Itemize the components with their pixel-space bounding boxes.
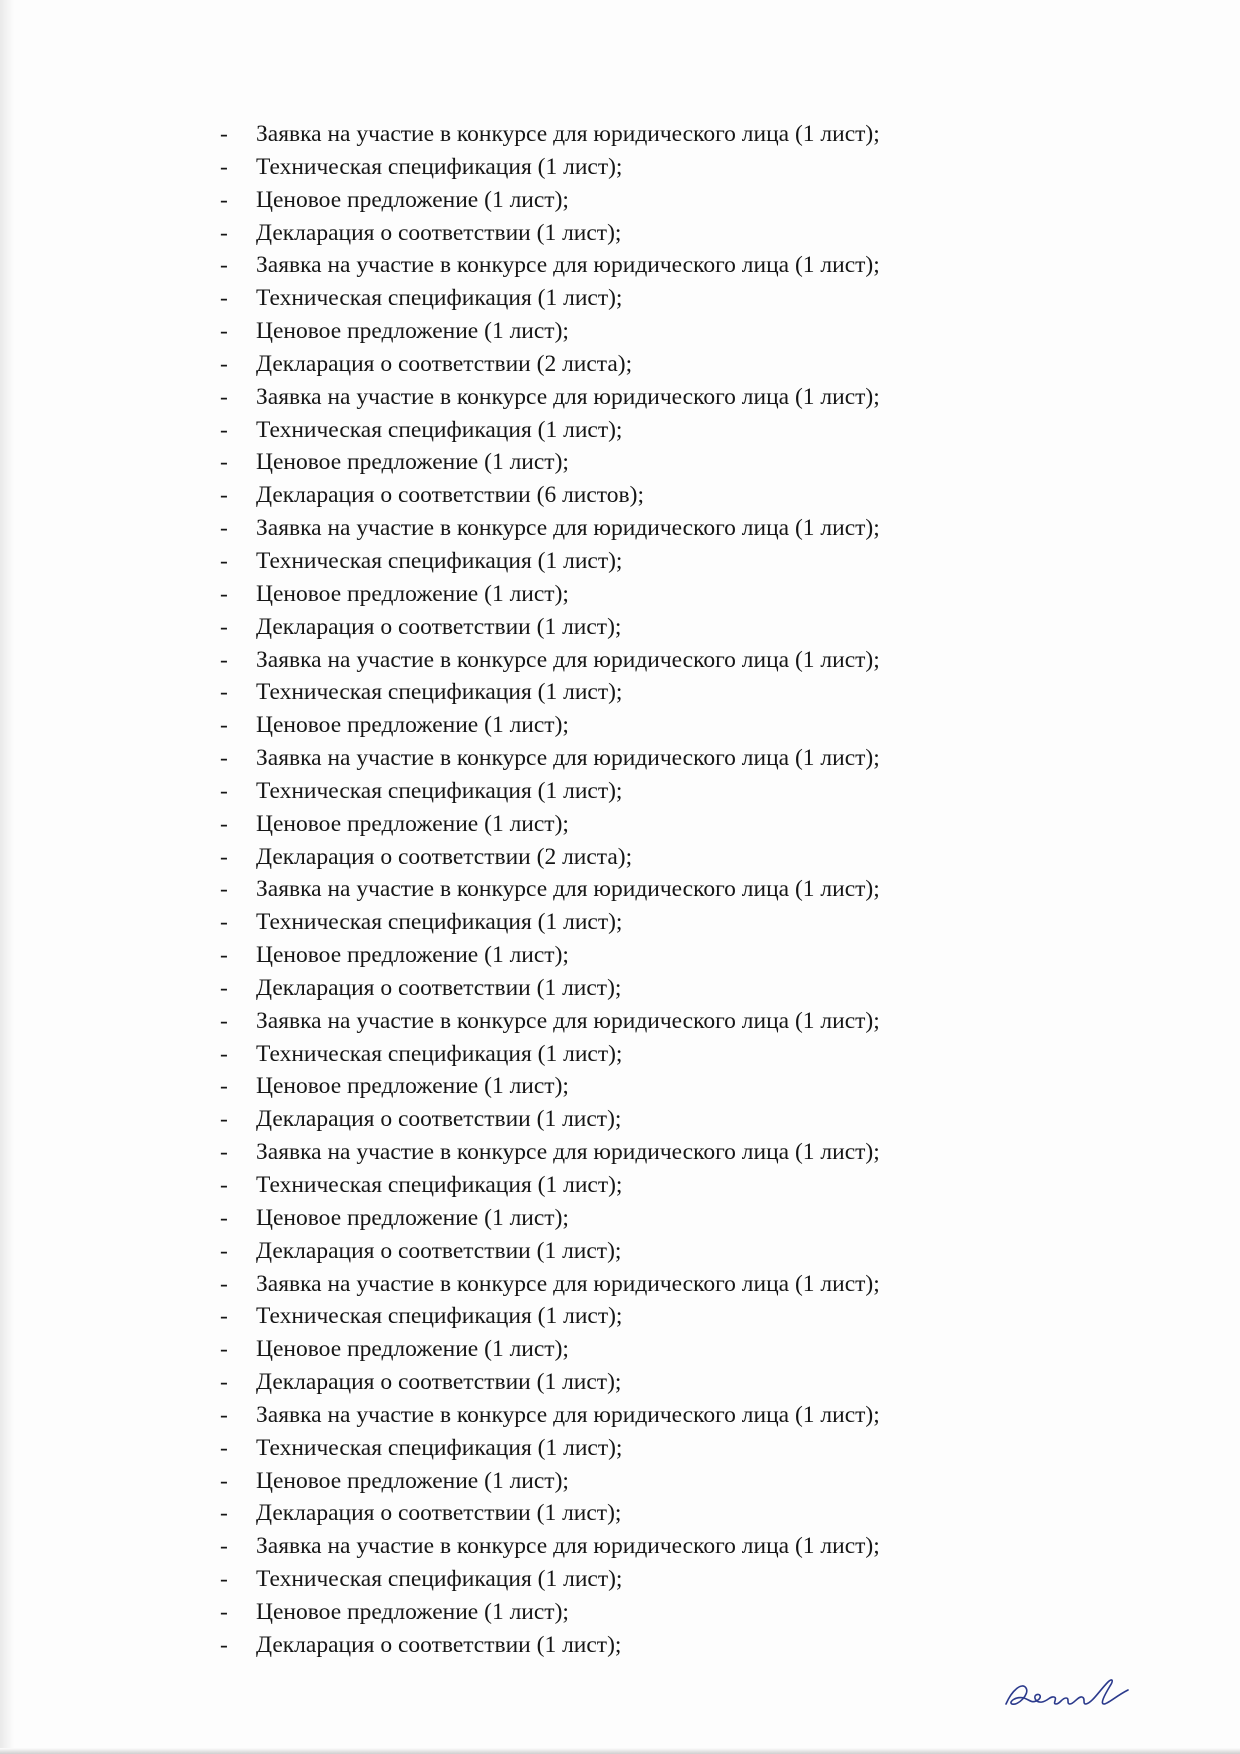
list-bullet-dash: - [220,1237,228,1264]
list-item-text: Ценовое предложение (1 лист); [256,1073,569,1100]
list-item [208,1300,1028,1333]
list-bullet-dash: - [220,449,228,476]
list-item-text: Техническая спецификация (1 лист); [256,153,623,180]
list-item [208,873,1028,906]
list-bullet-dash: - [220,909,228,936]
list-item [208,282,1028,315]
list-bullet-dash: - [220,1270,228,1297]
list-bullet-dash: - [220,1336,228,1363]
list-item-text: Заявка на участие в конкурсе для юридического лица (1 лист); [256,646,880,673]
list-bullet-dash: - [220,416,228,443]
list-bullet-dash: - [220,1040,228,1067]
list-item-text: Заявка на участие в конкурсе для юридического лица (1 лист); [256,515,880,542]
list-item-text: Техническая спецификация (1 лист); [256,1172,623,1198]
list-item-text: Заявка на участие в конкурсе для юридического лица (1 лист); [256,1270,880,1297]
list-item [208,512,1028,545]
list-item [208,1366,1028,1399]
list-item [208,1530,1028,1563]
list-bullet-dash: - [220,252,228,279]
scan-bottom-edge [0,1748,1240,1754]
list-bullet-dash: - [220,942,228,969]
list-item-text: Декларация о соответствии (1 лист); [256,1631,622,1658]
list-item [208,348,1028,381]
list-item [208,1005,1028,1038]
list-item [208,151,1028,184]
list-bullet-dash: - [220,777,228,804]
list-item-text: Декларация о соответствии (1 лист); [256,1237,622,1264]
list-item [208,1399,1028,1432]
list-item [208,709,1028,742]
list-item [208,1497,1028,1530]
list-item-text: Заявка на участие в конкурсе для юридического лица (1 лист); [256,383,880,410]
list-item-text: Ценовое предложение (1 лист); [256,449,569,476]
list-bullet-dash: - [220,383,228,410]
list-bullet-dash: - [220,1401,228,1428]
list-bullet-dash: - [220,1007,228,1034]
list-item-text: Техническая спецификация (1 лист); [256,1040,623,1067]
list-item [208,972,1028,1005]
list-item [208,676,1028,709]
list-item-text: Ценовое предложение (1 лист); [256,580,569,607]
list-item [208,217,1028,250]
list-bullet-dash: - [220,712,228,739]
list-item-text: Заявка на участие в конкурсе для юридического лица (1 лист); [256,252,880,279]
list-item [208,446,1028,479]
list-bullet-dash: - [220,515,228,542]
list-item [208,184,1028,217]
list-bullet-dash: - [220,613,228,640]
list-bullet-dash: - [220,547,228,574]
list-item-text: Декларация о соответствии (2 листа); [256,843,633,870]
list-item-text: Декларация о соответствии (1 лист); [256,219,622,246]
list-item [208,939,1028,972]
list-bullet-dash: - [220,580,228,607]
list-bullet-dash: - [220,1631,228,1658]
list-item [208,742,1028,775]
list-item-text: Ценовое предложение (1 лист); [256,1204,569,1231]
list-item [208,545,1028,578]
list-item [208,479,1028,512]
list-item [208,381,1028,414]
list-bullet-dash: - [220,1467,228,1494]
list-item [208,906,1028,939]
list-item [208,118,1028,151]
list-item [208,315,1028,348]
list-item-text: Техническая спецификация (1 лист); [256,777,623,804]
list-item-text: Техническая спецификация (1 лист); [256,1434,623,1461]
list-item [208,1136,1028,1169]
list-bullet-dash: - [220,318,228,345]
list-item [208,775,1028,808]
list-item-text: Техническая спецификация (1 лист); [256,1303,623,1330]
list-item [208,644,1028,677]
list-item-text: Техническая спецификация (1 лист); [256,547,623,574]
list-item-text: Декларация о соответствии (1 лист); [256,974,622,1001]
list-item [208,578,1028,611]
list-item [208,1268,1028,1301]
list-bullet-dash: - [220,1434,228,1461]
list-item [208,808,1028,841]
list-bullet-dash: - [220,745,228,772]
list-item-text: Техническая спецификация (1 лист); [256,909,623,936]
list-bullet-dash: - [220,1369,228,1396]
list-bullet-dash: - [220,876,228,903]
list-bullet-dash: - [220,1106,228,1133]
list-bullet-dash: - [220,646,228,673]
list-item-text: Заявка на участие в конкурсе для юридического лица (1 лист); [256,1401,880,1428]
list-item [208,611,1028,644]
list-item-text: Ценовое предложение (1 лист); [256,712,569,739]
list-bullet-dash: - [220,1139,228,1166]
list-item-text: Ценовое предложение (1 лист); [256,318,569,345]
list-bullet-dash: - [220,285,228,312]
list-item [208,1465,1028,1498]
list-bullet-dash: - [220,1303,228,1330]
list-item [208,1629,1028,1662]
list-bullet-dash: - [220,153,228,180]
list-bullet-dash: - [220,1566,228,1593]
list-bullet-dash: - [220,810,228,837]
list-bullet-dash: - [220,1598,228,1625]
list-item-text: Заявка на участие в конкурсе для юридического лица (1 лист); [256,1007,880,1034]
list-bullet-dash: - [220,219,228,246]
list-bullet-dash: - [220,974,228,1001]
list-bullet-dash: - [220,843,228,870]
list-item-text: Декларация о соответствии (2 листа); [256,350,633,377]
list-bullet-dash: - [220,679,228,706]
list-item-text: Декларация о соответствии (1 лист); [256,1369,622,1396]
list-item-text: Ценовое предложение (1 лист); [256,942,569,969]
list-item [208,249,1028,282]
list-item-text: Декларация о соответствии (1 лист); [256,1500,622,1527]
list-item [208,1563,1028,1596]
list-item [208,1202,1028,1235]
list-bullet-dash: - [220,1172,228,1198]
list-item-text: Ценовое предложение (1 лист); [256,186,569,213]
list-item [208,1596,1028,1629]
handwritten-signature-icon [1000,1660,1136,1720]
list-item [208,1432,1028,1465]
list-item [208,841,1028,874]
list-item-text: Ценовое предложение (1 лист); [256,1467,569,1494]
list-item [208,1169,1028,1202]
list-bullet-dash: - [220,350,228,377]
scan-edge-shadow [0,0,14,1754]
list-bullet-dash: - [220,1533,228,1560]
list-bullet-dash: - [220,186,228,213]
list-item-text: Заявка на участие в конкурсе для юридического лица (1 лист); [256,1139,880,1166]
list-bullet-dash: - [220,1204,228,1231]
list-bullet-dash: - [220,1500,228,1527]
document-list [208,118,1028,1662]
list-item-text: Заявка на участие в конкурсе для юридического лица (1 лист); [256,876,880,903]
list-item-text: Техническая спецификация (1 лист); [256,285,623,312]
list-item-text: Заявка на участие в конкурсе для юридического лица (1 лист); [256,745,880,772]
list-item-text: Ценовое предложение (1 лист); [256,810,569,837]
list-item-text: Техническая спецификация (1 лист); [256,679,623,706]
list-item-text: Декларация о соответствии (6 листов); [256,482,644,509]
list-bullet-dash: - [220,482,228,509]
list-item-text: Техническая спецификация (1 лист); [256,416,623,443]
list-item [208,1333,1028,1366]
list-item-text: Декларация о соответствии (1 лист); [256,1106,622,1133]
list-bullet-dash: - [220,121,228,147]
list-item [208,414,1028,447]
list-item [208,1038,1028,1071]
list-item [208,1235,1028,1268]
list-item-text: Декларация о соответствии (1 лист); [256,613,622,640]
list-bullet-dash: - [220,1073,228,1100]
list-item-text: Ценовое предложение (1 лист); [256,1336,569,1363]
list-item [208,1103,1028,1136]
list-item [208,1070,1028,1103]
list-item-text: Заявка на участие в конкурсе для юридического лица (1 лист); [256,1533,880,1560]
list-item-text: Ценовое предложение (1 лист); [256,1598,569,1625]
list-item-text: Заявка на участие в конкурсе для юридического лица (1 лист); [256,121,880,147]
list-item-text: Техническая спецификация (1 лист); [256,1566,623,1593]
